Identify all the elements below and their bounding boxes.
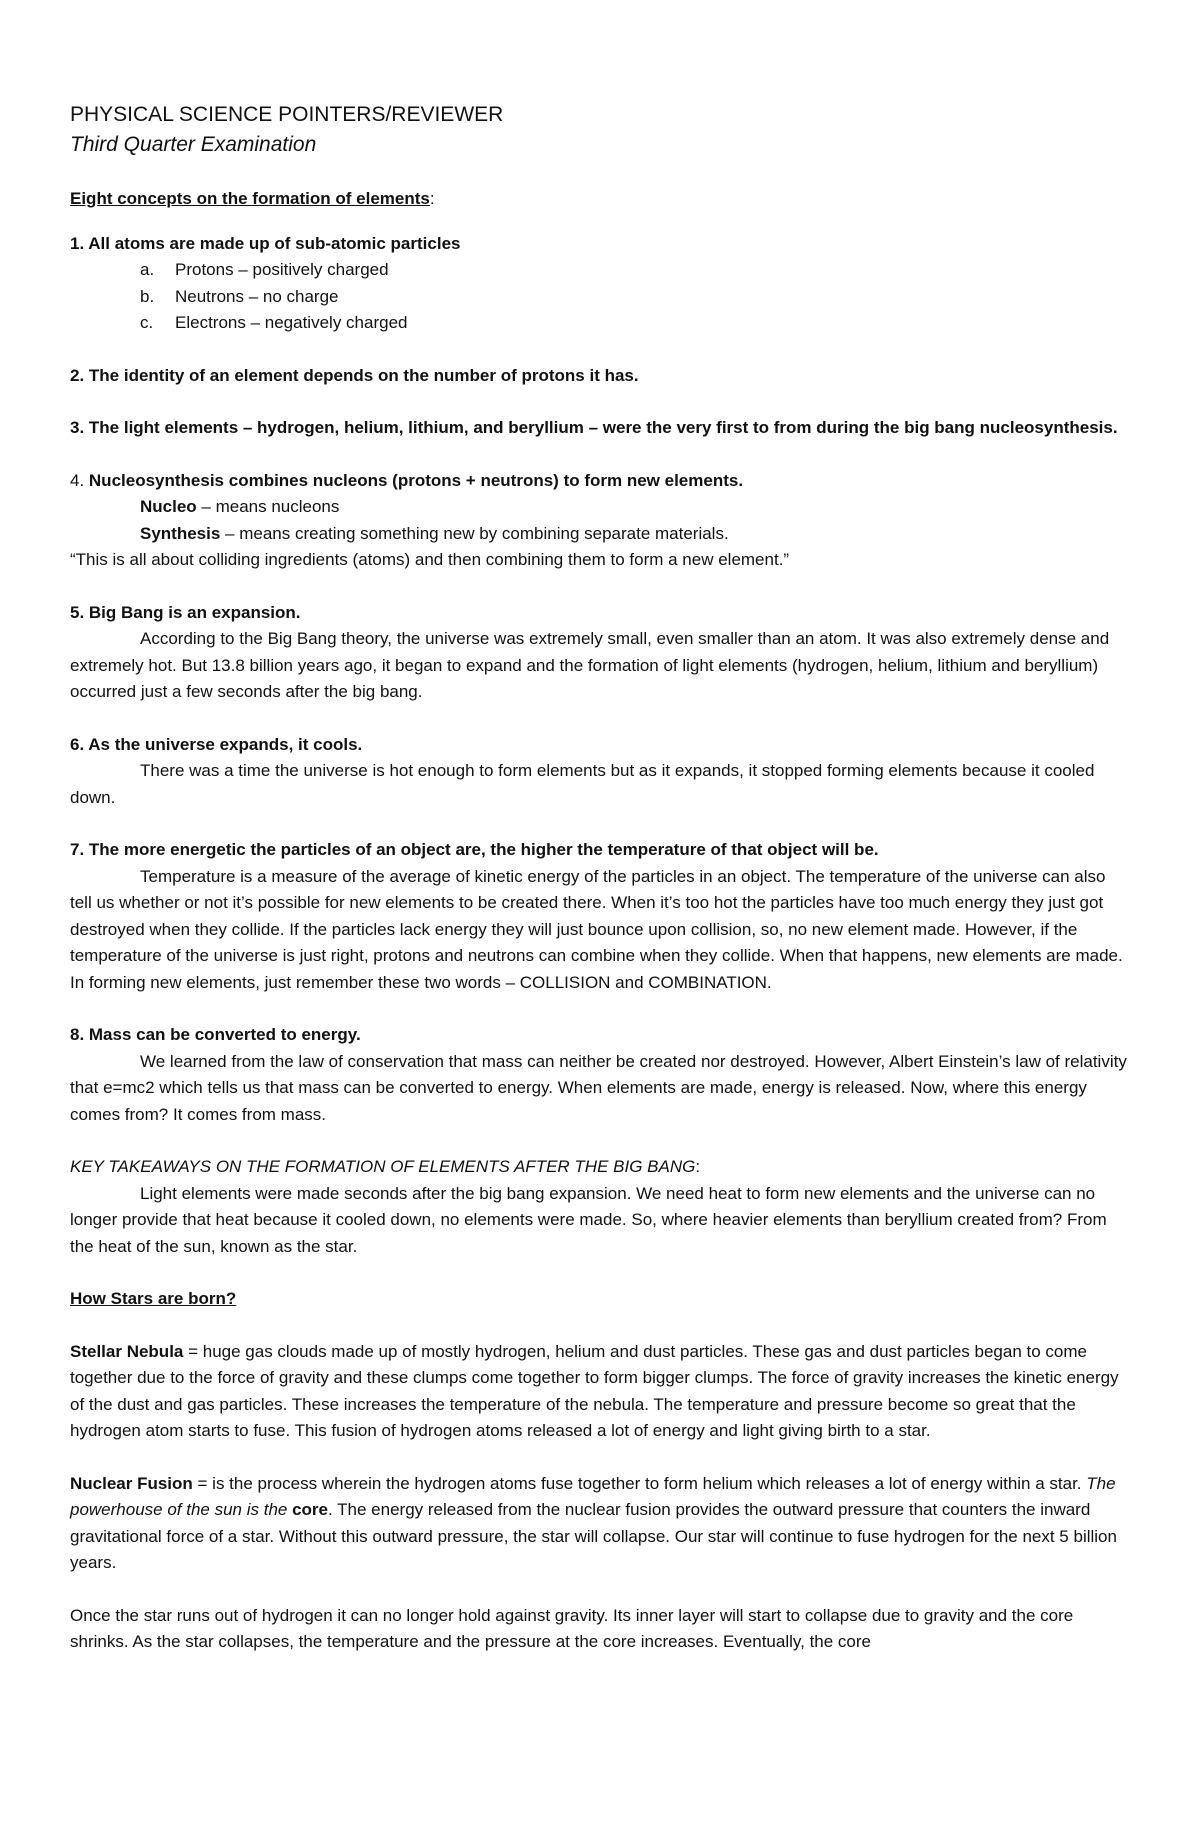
document-title: PHYSICAL SCIENCE POINTERS/REVIEWER [70,103,504,126]
list-item: b. Neutrons – no charge [140,286,339,306]
concept-8-title: 8. Mass can be converted to energy. [70,1025,361,1044]
concept-6-body: There was a time the universe is hot enough to form elements but as it expands, it stopped forming elements because it cooled down. [70,761,1095,807]
list-item: a. Protons – positively charged [140,260,389,279]
star-collapse-paragraph: Once the star runs out of hydrogen it can no longer hold against gravity. Its inner layer will start to collapse due to gravity and the core shrinks. As the star collapses, the temperature and the pressure at the core increases. Eventually, the core [70,1605,1074,1651]
concept-5-body: According to the Big Bang theory, the universe was extremely small, even smaller than an atom. It was also extremely dense and extremely hot. But 13.8 billion years ago, it began to expand and the formation of light elements (hydrogen, helium, lithium and beryllium) occurred just a few seconds after the big bang. [70,629,1110,701]
synthesis-definition: Synthesis – means creating something new by combining separate materials. [140,523,729,543]
concept-4-title: 4. Nucleosynthesis combines nucleons (protons + neutrons) to form new elements. [70,470,744,490]
concept-5-title: 5. Big Bang is an expansion. [70,602,301,622]
concept-8-body: We learned from the law of conservation that mass can neither be created nor destroyed. However, Albert Einstein’s law of relativity that e=mc2 which tells us that mass can be converted to energy. When elements are made, energy is released. Now, where this energy comes from? It comes from mass. [70,1051,1127,1124]
takeaways-heading: KEY TAKEAWAYS ON THE FORMATION OF ELEMENTS AFTER THE BIG BANG: [70,1157,701,1176]
document-subtitle: Third Quarter Examination [70,133,317,156]
takeaways-body: Light elements were made seconds after the big bang expansion. We need heat to form new elements and the universe can no longer provide that heat because it cooled down, no elements were made. So, where heavier elements than beryllium created from? From the heat of the sun, known as the star. [70,1183,1107,1256]
concept-3-title: 3. The light elements – hydrogen, helium, lithium, and beryllium – were the very first to from during the big bang nucleosynthesis. [70,418,1118,437]
list-item: c. Electrons – negatively charged [140,313,408,332]
nucleo-definition: Nucleo – means nucleons [140,497,340,516]
concept-6-title: 6. As the universe expands, it cools. [70,734,363,754]
concept-1-title: 1. All atoms are made up of sub-atomic particles [70,233,461,253]
subatomic-particles-list [70,257,1130,337]
concept-7-title: 7. The more energetic the particles of an object are, the higher the temperature of that object will be. [70,840,879,859]
nuclear-fusion-paragraph: Nuclear Fusion = is the process wherein the hydrogen atoms fuse together to form helium which releases a lot of energy within a star. The powerhouse of the sun is the core. The energy released from the nuclear fusion provides the outward pressure that counters the inward gravitational force of a star. Without this outward pressure, the star will collapse. Our star will continue to fuse hydrogen for the next 5 billion years. [70,1473,1117,1572]
concept-2-title: 2. The identity of an element depends on the number of protons it has. [70,365,639,385]
concepts-heading: Eight concepts on the formation of elements: [70,189,435,208]
stellar-nebula-paragraph: Stellar Nebula = huge gas clouds made up of mostly hydrogen, helium and dust particles. These gas and dust particles began to come together due to the force of gravity and these clumps come together to form bigger clumps. The force of gravity increases the kinetic energy of the dust and gas particles. These increases the temperature of the nebula. The temperature and pressure become so great that the hydrogen atom starts to fuse. This fusion of hydrogen atoms released a lot of energy and light giving birth to a star. [70,1341,1119,1440]
concept-4-quote: “This is all about colliding ingredients (atoms) and then combining them to form a new element.” [70,550,790,569]
concepts-heading-text: Eight concepts on the formation of elements [70,189,430,208]
concept-7-body: Temperature is a measure of the average of kinetic energy of the particles in an object. The temperature of the universe can also tell us whether or not it’s possible for new elements to be created there. When it’s too hot the particles have too much energy they just got destroyed when they collide. If the particles lack energy they will just bounce upon collision, so, no new element made. However, if the temperature of the universe is just right, protons and neutrons can combine when they collide. When that happens, new elements are made. In forming new elements, just remember these two words – COLLISION and COMBINATION. [70,866,1123,992]
stars-heading: How Stars are born? [70,1289,237,1308]
